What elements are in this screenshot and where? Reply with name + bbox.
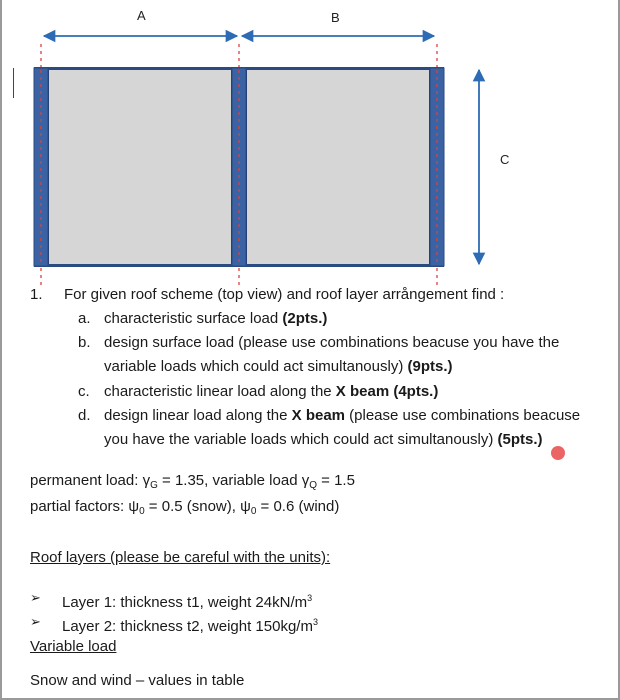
roof-panel-a [48, 68, 232, 266]
beam-left [34, 68, 48, 266]
psi-wind-value: = 0.6 (wind) [256, 498, 340, 515]
psi-snow-value: = 0.5 (snow), [144, 498, 241, 515]
dimension-label-a: A [137, 8, 146, 23]
layer-1-sup: 3 [307, 593, 313, 603]
gamma-g-symbol: γ [142, 472, 151, 489]
beam-right [430, 68, 444, 266]
item-a-text: characteristic surface load [104, 310, 283, 327]
roof-panel-b [246, 68, 430, 266]
item-b-points: (9pts.) [407, 358, 453, 375]
item-b-text-line1: design surface load (please use combinations beacuse you have the [104, 334, 560, 351]
item-d-points: (5pts.) [497, 431, 543, 448]
partial-prefix: partial factors: [30, 498, 129, 515]
gamma-q-symbol: γ [301, 472, 310, 489]
question-intro: For given roof scheme (top view) and roof layer arrångement find : [64, 286, 505, 303]
list-item-d-cont [104, 428, 543, 452]
item-c-letter: c. [78, 383, 90, 400]
list-item-b [78, 331, 560, 355]
item-b-text-line2: variable loads which could act simultanously) [104, 358, 408, 375]
item-d-text: design linear load along the [104, 407, 292, 424]
snow-wind-note: Snow and wind – values in table [30, 672, 245, 689]
permanent-load-line [30, 469, 355, 498]
dimension-label-b: B [331, 10, 340, 25]
item-d-letter: d. [78, 407, 91, 424]
perm-prefix: permanent load: [30, 472, 143, 489]
item-a-points: (2pts.) [282, 310, 328, 327]
beam-middle-x [232, 68, 246, 266]
gamma-q-value: = 1.5 [317, 472, 355, 489]
item-d-text-line2: you have the variable loads which could act simultanously) [104, 431, 498, 448]
layer-2-text: Layer 2: thickness t2, weight 150kg/m [62, 618, 313, 635]
item-b-letter: b. [78, 334, 91, 351]
question-intro-line [30, 283, 505, 307]
bullet-arrow-icon: ➢ [30, 590, 41, 605]
variable-load-heading: Variable load [30, 638, 117, 655]
annotation-marker [551, 446, 565, 460]
gamma-q-sub: Q [309, 480, 317, 491]
list-item-a [78, 307, 328, 331]
list-item-c [78, 380, 439, 404]
item-c-text: characteristic linear load along the [104, 383, 336, 400]
roof-scheme-diagram [0, 0, 620, 300]
item-c-beam: X beam [335, 383, 390, 400]
psi-wind-symbol: ψ [240, 498, 251, 515]
list-item-d [78, 404, 581, 428]
psi-snow-symbol: ψ [128, 498, 140, 515]
question-number: 1. [30, 286, 43, 303]
layer-1-text: Layer 1: thickness t1, weight 24kN/m [62, 594, 308, 611]
psi-snow-sub: 0 [139, 506, 145, 517]
item-d-text-after: (please use combinations beacuse [345, 407, 581, 424]
psi-wind-sub: 0 [250, 506, 257, 517]
dimension-label-c: C [500, 152, 510, 167]
bullet-arrow-icon: ➢ [30, 614, 41, 629]
item-c-points: (4pts.) [389, 383, 439, 400]
item-a-letter: a. [78, 310, 91, 327]
list-item-b-cont [104, 355, 452, 379]
gamma-g-sub: G [150, 480, 158, 491]
roof-layers-heading: Roof layers (please be careful with the units): [30, 549, 331, 566]
gamma-g-value: = 1.35, variable load [157, 472, 302, 489]
layer-2-sup: 3 [312, 617, 318, 627]
item-d-beam: X beam [291, 407, 345, 424]
partial-factors-line [30, 495, 339, 524]
